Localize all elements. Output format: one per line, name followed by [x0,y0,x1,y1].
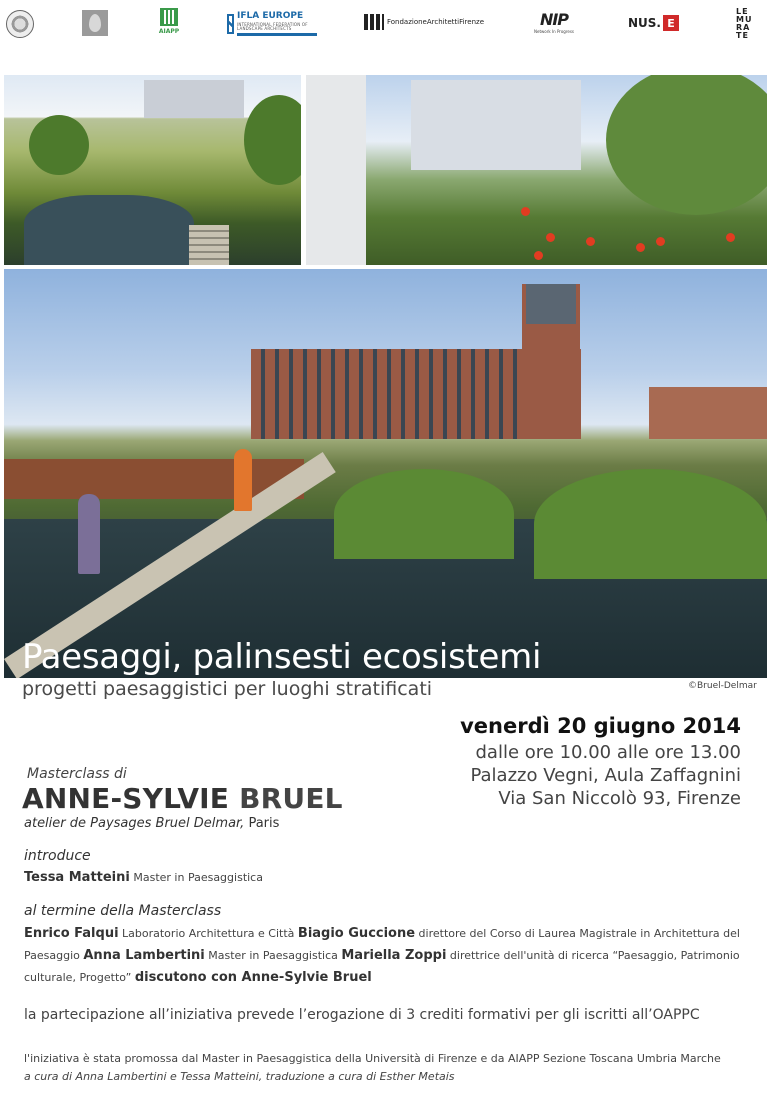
discussant-name: Enrico Falqui [24,926,119,941]
university-seal-logo [6,10,34,38]
murate-logo-line-2: MU [736,15,753,24]
ifla-mark-icon [227,14,234,34]
event-address: Via San Niccolò 93, Firenze [498,788,741,809]
meadow-buildings-photo [306,75,767,265]
leaf-logo [82,10,108,36]
introducer-name: Tessa Matteini [24,870,130,885]
murate-logo-line-1: LE [736,7,749,16]
background-building [411,80,581,170]
discussion-closing: discutono con Anne-Sylvie Bruel [134,970,372,985]
wetland-park-photo [4,269,767,678]
atelier-city: Paris [244,816,280,831]
discussant-role: direttrice dell'unità di ricerca “Paesaggio, Patrimonio culturale, Progetto” [24,949,740,984]
curated-note: a cura di Anna Lambertini e Tessa Matteini, traduzione a cura di Esther Metais [24,1070,455,1083]
discussant-role: direttore del Corso di Laurea Magistrale in Architettura del Paesaggio [24,927,740,962]
photo-credit: ©Bruel-Delmar [688,681,757,691]
building-wall [306,75,366,265]
credits-note: la partecipazione all’iniziativa prevede l’erogazione di 3 crediti formativi per gli iscritti all’OAPPC [24,1007,700,1023]
background-building [144,80,244,118]
ifla-logo-subtitle: INTERNATIONAL FEDERATION OF LANDSCAPE ARCHITECTS [237,22,308,31]
aiapp-maze-icon [160,8,178,26]
speaker-name [22,782,343,815]
poppy-flower [726,233,735,242]
nus-logo-text: NUS. [628,16,661,30]
discussant-role: Laboratorio Architettura e Città [118,927,298,940]
masterclass-label: Masterclass di [27,766,127,782]
poppy-flower [636,243,645,252]
fondazione-logo-text: FondazioneArchitettiFirenze [386,18,484,26]
right-building [649,387,767,439]
poppy-flower [546,233,555,242]
poppy-flower [656,237,665,246]
fondazione-bars-icon [364,14,384,30]
introduce-label: introduce [24,848,91,864]
speaker-affiliation [24,816,279,831]
tower-roof [526,284,576,324]
poppy-flower [534,251,543,260]
murate-logo-line-4: TE [736,31,749,40]
nip-logo-text: NIP [539,10,569,29]
discussants-paragraph [24,923,744,989]
visitor-figure [234,449,252,511]
park-pond-photo [4,75,301,265]
ifla-europe-logo [227,9,317,39]
poster-title: Paesaggi, palinsesti ecosistemi [22,637,542,677]
poppy-flower [586,237,595,246]
poster-subtitle: progetti paesaggistici per luoghi stratificati [22,678,433,700]
poppy-flower [521,207,530,216]
ifla-logo-title: IFLA EUROPE [237,11,304,21]
discussant-name: Biagio Guccione [297,926,416,941]
discussant-name: Anna Lambertini [83,948,205,963]
reed-bed [534,469,767,579]
aiapp-logo [157,8,181,40]
nip-logo [531,10,577,38]
nip-logo-subtitle: Network In Progress [533,29,575,34]
nus-logo-box: E [663,15,679,31]
tree [29,115,89,175]
event-venue: Palazzo Vegni, Aula Zaffagnini [470,765,741,786]
event-date: venerdì 20 giugno 2014 [460,714,741,738]
ifla-logo-bar [237,33,317,36]
promotion-note: l'iniziativa è stata promossa dal Master in Paesaggistica della Università di Firenze e da AIAPP Sezione Toscana Umbria Marche [24,1052,721,1065]
introducer-role: Master in Paesaggistica [129,871,263,884]
speaker-first-name: ANNE-SYLVIE [22,782,240,815]
tree [244,95,301,185]
discussant-name: Mariella Zoppi [341,948,447,963]
murate-logo-line-3: RA [736,23,751,32]
stone-steps [189,225,229,265]
reed-bed [334,469,514,559]
pond [24,195,194,265]
introducer [24,870,263,885]
tree [606,75,767,215]
atelier-name: atelier de Paysages Bruel Delmar, [24,816,245,831]
discussant-role: Master in Paesaggistica [204,949,342,962]
le-murate-logo [736,8,764,38]
closing-label: al termine della Masterclass [24,903,222,919]
visitor-figure [78,494,100,574]
nus-logo [628,12,688,34]
fondazione-architetti-logo [364,12,484,32]
speaker-last-name: BRUEL [239,782,343,815]
event-time: dalle ore 10.00 alle ore 13.00 [475,742,741,763]
aiapp-logo-text: AIAPP [158,28,180,35]
